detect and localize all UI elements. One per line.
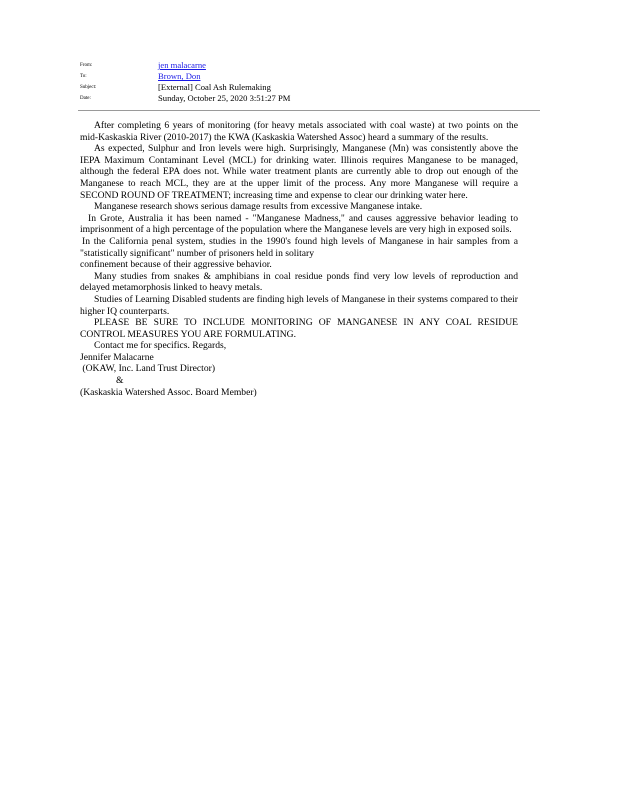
header-divider xyxy=(78,110,540,111)
paragraph-california-cont: confinement because of their aggressive behavior. xyxy=(80,259,272,271)
signature-role-okaw: (OKAW, Inc. Land Trust Director) xyxy=(80,363,216,375)
from-link[interactable]: jen malacarne xyxy=(158,60,206,70)
signature-role-kwa: (Kaskaskia Watershed Assoc. Board Member) xyxy=(80,386,257,398)
paragraph-students: Studies of Learning Disabled students are finding high levels of Manganese in their systems compared to their higher IQ counterparts. xyxy=(80,293,518,317)
date-label: Date: xyxy=(80,96,91,101)
signature-name: Jennifer Malacarne xyxy=(80,351,154,363)
subject-label: Subject: xyxy=(80,85,97,90)
paragraph-monitoring: After completing 6 years of monitoring (for heavy metals associated with coal waste) at two points on the mid-Kaskaskia River (2010-2017) the KWA (Kaskaskia Watershed Assoc) heard a summary of the results. xyxy=(80,120,518,143)
to-link[interactable]: Brown, Don xyxy=(158,71,201,81)
from-label: From: xyxy=(80,63,93,68)
email-body xyxy=(80,120,518,398)
paragraph-contact: Contact me for specifics. Regards, xyxy=(94,340,227,352)
paragraph-results: As expected, Sulphur and Iron levels were high. Surprisingly, Manganese (Mn) was consistently above the IEPA Maximum Contaminant Level (MCL) for drinking water. Illinois requires Manganese to be managed, although the federal EPA does not. While water treatment plants are currently able to drop out enough of the Manganese to reach MCL, they are at the upper limit of the process. Any more Manganese will require a SECOND ROUND OF TREATMENT; increasing time and expense to clear our drinking water here. xyxy=(80,143,518,201)
signature-ampersand: & xyxy=(80,375,124,387)
date-value: Sunday, October 25, 2020 3:51:27 PM xyxy=(158,93,291,103)
paragraph-amphibians: Many studies from snakes & amphibians in coal residue ponds find very low levels of reproduction and delayed metamorphosis linked to heavy metals. xyxy=(80,270,518,294)
subject-value: [External] Coal Ash Rulemaking xyxy=(158,82,271,92)
paragraph-australia: In Grote, Australia it has been named - "Manganese Madness," and causes aggressive behavior leading to imprisonment of a high percentage of the population where the Manganese levels are very high in exposed soils. xyxy=(80,212,518,236)
to-label: To: xyxy=(80,74,87,79)
paragraph-california: In the California penal system, studies in the 1990's found high levels of Manganese in hair samples from a "statistically significant" number of prisoners held in solitary xyxy=(80,235,518,259)
paragraph-request: PLEASE BE SURE TO INCLUDE MONITORING OF MANGANESE IN ANY COAL RESIDUE CONTROL MEASURES YOU ARE FORMULATING. xyxy=(80,317,518,340)
paragraph-research: Manganese research shows serious damage results from excessive Manganese intake. xyxy=(94,201,423,213)
